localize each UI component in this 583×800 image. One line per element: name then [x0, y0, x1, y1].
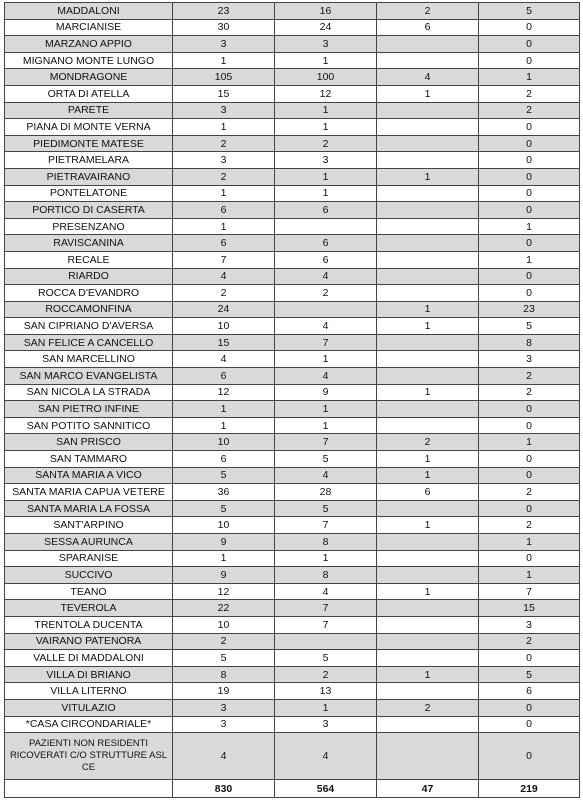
- table-row: [5, 451, 580, 468]
- col-1-cell: 12: [173, 384, 275, 401]
- col-2-cell: 1: [275, 102, 377, 119]
- col-2-cell: 28: [275, 484, 377, 501]
- table-row: [5, 567, 580, 584]
- table-row: [5, 467, 580, 484]
- col-1-cell: 15: [173, 334, 275, 351]
- col-2-cell: 3: [275, 716, 377, 733]
- col-3-cell: [377, 119, 479, 136]
- table-row: [5, 351, 580, 368]
- col-3-cell: [377, 251, 479, 268]
- col-4-cell: 0: [479, 550, 580, 567]
- col-4-cell: 0: [479, 19, 580, 36]
- municipality-name-cell: SANTA MARIA CAPUA VETERE: [5, 484, 173, 501]
- municipality-name-cell: *CASA CIRCONDARIALE*: [5, 716, 173, 733]
- municipality-name-cell: MIGNANO MONTE LUNGO: [5, 52, 173, 69]
- table-row: [5, 185, 580, 202]
- municipality-name-cell: SAN POTITO SANNITICO: [5, 417, 173, 434]
- table-row: [5, 202, 580, 219]
- col-4-cell: 0: [479, 119, 580, 136]
- table-row: [5, 384, 580, 401]
- municipality-name-cell: VALLE DI MADDALONI: [5, 650, 173, 667]
- municipality-name-cell: ROCCAMONFINA: [5, 301, 173, 318]
- table-row: [5, 119, 580, 136]
- col-3-cell: [377, 417, 479, 434]
- col-4-cell: 15: [479, 600, 580, 617]
- col-4-cell: 1: [479, 567, 580, 584]
- col-4-cell: 0: [479, 36, 580, 53]
- col-3-cell: [377, 52, 479, 69]
- col-3-cell: 1: [377, 384, 479, 401]
- col-3-cell: 1: [377, 318, 479, 335]
- col-2-cell: 4: [275, 318, 377, 335]
- col-1-cell: 4: [173, 733, 275, 780]
- col-2-cell: 4: [275, 583, 377, 600]
- col-1-cell: 30: [173, 19, 275, 36]
- col-1-cell: 6: [173, 368, 275, 385]
- municipality-name-cell: SAN NICOLA LA STRADA: [5, 384, 173, 401]
- col-2-cell: 1: [275, 168, 377, 185]
- col-1-cell: 2: [173, 633, 275, 650]
- col-3-cell: [377, 616, 479, 633]
- table-row: [5, 733, 580, 780]
- table-row: [5, 168, 580, 185]
- table-row: [5, 301, 580, 318]
- col-2-cell: 1: [275, 119, 377, 136]
- col-2-cell: 5: [275, 500, 377, 517]
- table-row: [5, 650, 580, 667]
- municipality-name-cell: PAZIENTI NON RESIDENTI RICOVERATI C/O STRUTTURE ASL CE: [5, 733, 173, 780]
- col-4-cell: 0: [479, 185, 580, 202]
- col-4-cell: 2: [479, 633, 580, 650]
- municipality-name-cell: SAN TAMMARO: [5, 451, 173, 468]
- col-2-cell: 4: [275, 268, 377, 285]
- col-1-cell: 10: [173, 616, 275, 633]
- col-3-cell: [377, 235, 479, 252]
- col-1-cell: 8: [173, 666, 275, 683]
- col-2-cell: 100: [275, 69, 377, 86]
- col-4-cell: 2: [479, 102, 580, 119]
- col-1-cell: 6: [173, 451, 275, 468]
- municipality-name-cell: MARZANO APPIO: [5, 36, 173, 53]
- col-4-cell: 5: [479, 3, 580, 20]
- col-1-cell: 9: [173, 534, 275, 551]
- total-c3-cell: 47: [377, 780, 479, 798]
- col-3-cell: [377, 600, 479, 617]
- municipality-name-cell: MARCIANISE: [5, 19, 173, 36]
- col-4-cell: 23: [479, 301, 580, 318]
- col-1-cell: 1: [173, 185, 275, 202]
- col-2-cell: 13: [275, 683, 377, 700]
- col-3-cell: [377, 550, 479, 567]
- col-4-cell: 0: [479, 733, 580, 780]
- table-row: [5, 69, 580, 86]
- table-row: [5, 102, 580, 119]
- municipality-name-cell: SAN CIPRIANO D'AVERSA: [5, 318, 173, 335]
- col-4-cell: 0: [479, 500, 580, 517]
- table-row: [5, 583, 580, 600]
- table-row: [5, 251, 580, 268]
- col-3-cell: [377, 683, 479, 700]
- municipality-name-cell: ROCCA D'EVANDRO: [5, 285, 173, 302]
- table-row: [5, 633, 580, 650]
- col-4-cell: 2: [479, 517, 580, 534]
- col-4-cell: 5: [479, 318, 580, 335]
- col-2-cell: 6: [275, 251, 377, 268]
- col-1-cell: 10: [173, 318, 275, 335]
- col-1-cell: 4: [173, 268, 275, 285]
- col-4-cell: 8: [479, 334, 580, 351]
- col-3-cell: 2: [377, 434, 479, 451]
- table-row: [5, 268, 580, 285]
- municipality-name-cell: PIANA DI MONTE VERNA: [5, 119, 173, 136]
- col-3-cell: 4: [377, 69, 479, 86]
- col-1-cell: 2: [173, 285, 275, 302]
- col-2-cell: 9: [275, 384, 377, 401]
- col-2-cell: 24: [275, 19, 377, 36]
- col-3-cell: [377, 185, 479, 202]
- table-row: [5, 534, 580, 551]
- col-4-cell: 0: [479, 417, 580, 434]
- col-4-cell: 2: [479, 384, 580, 401]
- col-1-cell: 9: [173, 567, 275, 584]
- col-3-cell: [377, 334, 479, 351]
- totals-row: [5, 780, 580, 798]
- col-4-cell: 7: [479, 583, 580, 600]
- col-1-cell: 23: [173, 3, 275, 20]
- total-c1-cell: 830: [173, 780, 275, 798]
- col-4-cell: 1: [479, 251, 580, 268]
- table-row: [5, 19, 580, 36]
- col-3-cell: [377, 135, 479, 152]
- col-2-cell: 7: [275, 600, 377, 617]
- col-1-cell: 1: [173, 52, 275, 69]
- col-1-cell: 22: [173, 600, 275, 617]
- col-1-cell: 6: [173, 202, 275, 219]
- table-row: [5, 616, 580, 633]
- col-3-cell: [377, 534, 479, 551]
- municipality-name-cell: SESSA AURUNCA: [5, 534, 173, 551]
- table-row: [5, 517, 580, 534]
- municipality-name-cell: SUCCIVO: [5, 567, 173, 584]
- col-4-cell: 0: [479, 285, 580, 302]
- municipality-name-cell: PIETRAVAIRANO: [5, 168, 173, 185]
- col-2-cell: 3: [275, 152, 377, 169]
- municipality-name-cell: SAN PIETRO INFINE: [5, 401, 173, 418]
- col-4-cell: 0: [479, 451, 580, 468]
- col-2-cell: 6: [275, 202, 377, 219]
- col-3-cell: [377, 152, 479, 169]
- municipality-name-cell: VILLA DI BRIANO: [5, 666, 173, 683]
- table-row: [5, 218, 580, 235]
- table-row: [5, 417, 580, 434]
- table-row: [5, 550, 580, 567]
- table-row: [5, 235, 580, 252]
- col-3-cell: 1: [377, 666, 479, 683]
- municipality-name-cell: PIEDIMONTE MATESE: [5, 135, 173, 152]
- col-2-cell: 5: [275, 451, 377, 468]
- col-4-cell: 6: [479, 683, 580, 700]
- table-row: [5, 368, 580, 385]
- col-2-cell: 1: [275, 52, 377, 69]
- col-2-cell: 1: [275, 417, 377, 434]
- table-row: [5, 52, 580, 69]
- table-row: [5, 3, 580, 20]
- col-2-cell: 1: [275, 550, 377, 567]
- col-1-cell: 10: [173, 517, 275, 534]
- col-4-cell: 0: [479, 268, 580, 285]
- municipality-name-cell: TEVEROLA: [5, 600, 173, 617]
- col-1-cell: 24: [173, 301, 275, 318]
- municipality-name-cell: ORTA DI ATELLA: [5, 85, 173, 102]
- col-4-cell: 3: [479, 351, 580, 368]
- table-row: [5, 484, 580, 501]
- table-row: [5, 152, 580, 169]
- col-3-cell: 1: [377, 583, 479, 600]
- col-4-cell: 0: [479, 152, 580, 169]
- col-3-cell: 6: [377, 19, 479, 36]
- col-1-cell: 5: [173, 650, 275, 667]
- municipality-name-cell: PARETE: [5, 102, 173, 119]
- municipality-name-cell: VITULAZIO: [5, 699, 173, 716]
- municipality-name-cell: PRESENZANO: [5, 218, 173, 235]
- table-row: [5, 500, 580, 517]
- col-2-cell: 16: [275, 3, 377, 20]
- col-2-cell: [275, 633, 377, 650]
- col-3-cell: 1: [377, 451, 479, 468]
- col-4-cell: 0: [479, 135, 580, 152]
- table-row: [5, 699, 580, 716]
- col-3-cell: [377, 716, 479, 733]
- col-3-cell: 1: [377, 517, 479, 534]
- municipality-name-cell: TRENTOLA DUCENTA: [5, 616, 173, 633]
- col-3-cell: [377, 218, 479, 235]
- col-2-cell: 2: [275, 666, 377, 683]
- municipality-name-cell: RECALE: [5, 251, 173, 268]
- col-3-cell: [377, 633, 479, 650]
- table-row: [5, 334, 580, 351]
- col-1-cell: 12: [173, 583, 275, 600]
- col-4-cell: 0: [479, 202, 580, 219]
- municipality-name-cell: RAVISCANINA: [5, 235, 173, 252]
- col-3-cell: 1: [377, 301, 479, 318]
- col-1-cell: 6: [173, 235, 275, 252]
- col-2-cell: 5: [275, 650, 377, 667]
- col-2-cell: 4: [275, 368, 377, 385]
- col-1-cell: 7: [173, 251, 275, 268]
- col-2-cell: [275, 301, 377, 318]
- col-3-cell: 1: [377, 467, 479, 484]
- col-2-cell: [275, 218, 377, 235]
- municipality-name-cell: MADDALONI: [5, 3, 173, 20]
- col-2-cell: 8: [275, 534, 377, 551]
- col-4-cell: 0: [479, 650, 580, 667]
- table-row: [5, 434, 580, 451]
- total-c4-cell: 219: [479, 780, 580, 798]
- col-1-cell: 10: [173, 434, 275, 451]
- col-1-cell: 1: [173, 401, 275, 418]
- col-4-cell: 0: [479, 716, 580, 733]
- col-2-cell: 1: [275, 401, 377, 418]
- table-row: [5, 401, 580, 418]
- col-4-cell: 3: [479, 616, 580, 633]
- col-1-cell: 5: [173, 500, 275, 517]
- municipality-name-cell: SAN MARCO EVANGELISTA: [5, 368, 173, 385]
- municipality-name-cell: SANTA MARIA LA FOSSA: [5, 500, 173, 517]
- table-row: [5, 600, 580, 617]
- col-4-cell: 1: [479, 69, 580, 86]
- col-4-cell: 1: [479, 434, 580, 451]
- col-3-cell: [377, 285, 479, 302]
- col-4-cell: 5: [479, 666, 580, 683]
- municipality-name-cell: SAN MARCELLINO: [5, 351, 173, 368]
- col-3-cell: [377, 650, 479, 667]
- col-2-cell: 2: [275, 285, 377, 302]
- col-3-cell: [377, 368, 479, 385]
- table-row: [5, 716, 580, 733]
- col-1-cell: 1: [173, 218, 275, 235]
- col-1-cell: 15: [173, 85, 275, 102]
- col-1-cell: 1: [173, 119, 275, 136]
- municipality-name-cell: VILLA LITERNO: [5, 683, 173, 700]
- col-3-cell: 1: [377, 168, 479, 185]
- table-row: [5, 36, 580, 53]
- col-3-cell: 2: [377, 3, 479, 20]
- col-1-cell: 3: [173, 152, 275, 169]
- col-3-cell: 1: [377, 85, 479, 102]
- col-2-cell: 1: [275, 699, 377, 716]
- col-3-cell: [377, 202, 479, 219]
- col-3-cell: [377, 102, 479, 119]
- col-1-cell: 5: [173, 467, 275, 484]
- col-2-cell: 4: [275, 467, 377, 484]
- col-2-cell: 1: [275, 185, 377, 202]
- col-3-cell: [377, 733, 479, 780]
- col-1-cell: 3: [173, 102, 275, 119]
- col-4-cell: 0: [479, 168, 580, 185]
- totals-label-cell: [5, 780, 173, 798]
- col-3-cell: [377, 401, 479, 418]
- col-3-cell: [377, 567, 479, 584]
- col-1-cell: 3: [173, 699, 275, 716]
- municipality-name-cell: PORTICO DI CASERTA: [5, 202, 173, 219]
- col-1-cell: 19: [173, 683, 275, 700]
- col-3-cell: [377, 268, 479, 285]
- col-1-cell: 1: [173, 550, 275, 567]
- col-4-cell: 0: [479, 235, 580, 252]
- table-row: [5, 285, 580, 302]
- col-1-cell: 105: [173, 69, 275, 86]
- municipality-name-cell: SANTA MARIA A VICO: [5, 467, 173, 484]
- col-4-cell: 1: [479, 534, 580, 551]
- municipality-name-cell: SAN FELICE A CANCELLO: [5, 334, 173, 351]
- col-4-cell: 0: [479, 401, 580, 418]
- municipality-name-cell: TEANO: [5, 583, 173, 600]
- col-4-cell: 0: [479, 467, 580, 484]
- col-2-cell: 3: [275, 36, 377, 53]
- col-4-cell: 0: [479, 52, 580, 69]
- table-row: [5, 683, 580, 700]
- table-row: [5, 85, 580, 102]
- table-row: [5, 318, 580, 335]
- municipality-name-cell: VAIRANO PATENORA: [5, 633, 173, 650]
- municipality-name-cell: SAN PRISCO: [5, 434, 173, 451]
- municipality-name-cell: PIETRAMELARA: [5, 152, 173, 169]
- col-3-cell: [377, 500, 479, 517]
- col-2-cell: 7: [275, 334, 377, 351]
- col-3-cell: [377, 36, 479, 53]
- col-2-cell: 6: [275, 235, 377, 252]
- col-2-cell: 2: [275, 135, 377, 152]
- col-1-cell: 36: [173, 484, 275, 501]
- col-4-cell: 2: [479, 85, 580, 102]
- col-3-cell: 2: [377, 699, 479, 716]
- col-2-cell: 12: [275, 85, 377, 102]
- municipality-name-cell: RIARDO: [5, 268, 173, 285]
- col-4-cell: 0: [479, 699, 580, 716]
- table-row: [5, 666, 580, 683]
- col-2-cell: 7: [275, 616, 377, 633]
- col-3-cell: 6: [377, 484, 479, 501]
- col-2-cell: 1: [275, 351, 377, 368]
- municipality-name-cell: SANT'ARPINO: [5, 517, 173, 534]
- col-2-cell: 7: [275, 517, 377, 534]
- municipality-name-cell: MONDRAGONE: [5, 69, 173, 86]
- col-2-cell: 8: [275, 567, 377, 584]
- municipality-table: [4, 2, 580, 798]
- col-2-cell: 4: [275, 733, 377, 780]
- col-4-cell: 2: [479, 368, 580, 385]
- table-body: [5, 3, 580, 798]
- col-1-cell: 3: [173, 716, 275, 733]
- table-row: [5, 135, 580, 152]
- col-4-cell: 1: [479, 218, 580, 235]
- col-1-cell: 4: [173, 351, 275, 368]
- col-1-cell: 3: [173, 36, 275, 53]
- col-1-cell: 2: [173, 168, 275, 185]
- col-4-cell: 2: [479, 484, 580, 501]
- municipality-name-cell: PONTELATONE: [5, 185, 173, 202]
- total-c2-cell: 564: [275, 780, 377, 798]
- municipality-name-cell: SPARANISE: [5, 550, 173, 567]
- col-2-cell: 7: [275, 434, 377, 451]
- col-1-cell: 1: [173, 417, 275, 434]
- col-3-cell: [377, 351, 479, 368]
- col-1-cell: 2: [173, 135, 275, 152]
